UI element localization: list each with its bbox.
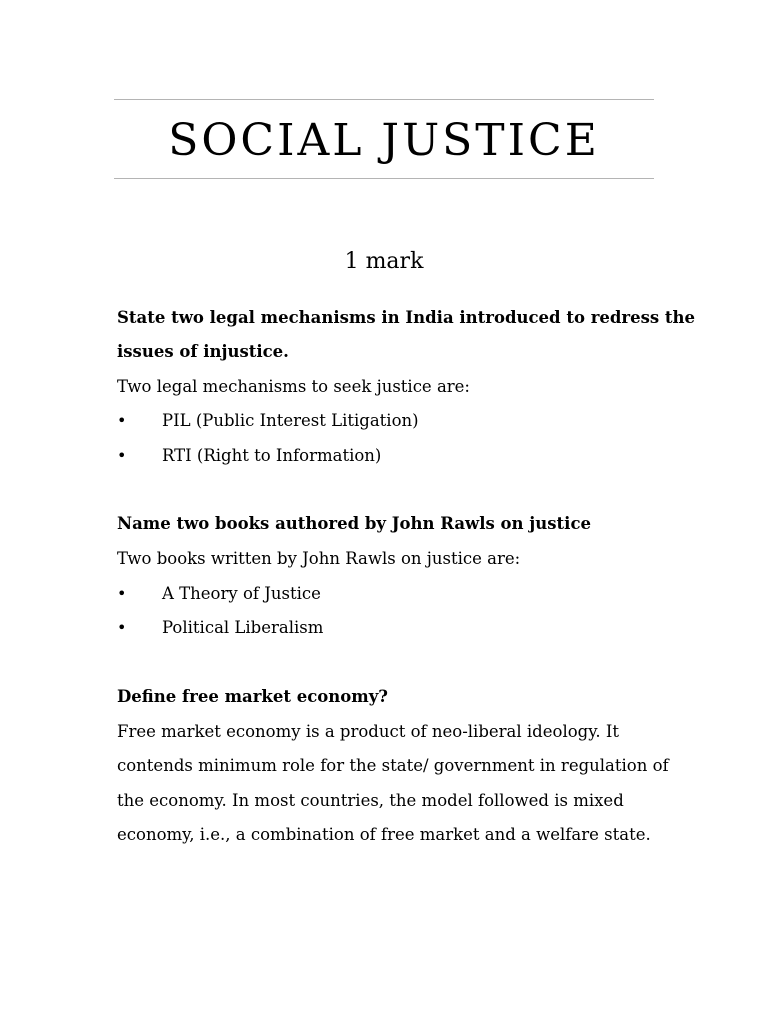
bullet-icon: • [117, 618, 127, 637]
bullet-icon: • [117, 446, 127, 465]
bullet-icon: • [117, 584, 127, 603]
answer-3-line-3: the economy. In most countries, the model followed is mixed [117, 791, 624, 810]
answer-2-bullet-2: Political Liberalism [162, 618, 324, 637]
answer-3-line-1: Free market economy is a product of neo-liberal ideology. It [117, 722, 619, 741]
question-3-line-1: Define free market economy? [117, 687, 388, 706]
answer-1-bullet-2: RTI (Right to Information) [162, 446, 382, 465]
question-1-line-1: State two legal mechanisms in India introduced to redress the [117, 308, 696, 327]
answer-1-intro: Two legal mechanisms to seek justice are: [117, 377, 470, 396]
title-top-rule [114, 99, 654, 100]
answer-1-bullet-1: PIL (Public Interest Litigation) [162, 411, 419, 430]
section-heading: 1 mark [344, 249, 424, 274]
bullet-icon: • [117, 411, 127, 430]
answer-3-line-2: contends minimum role for the state/ government in regulation of [117, 756, 669, 775]
page-title: SOCIAL JUSTICE [168, 115, 600, 166]
question-1-line-2: issues of injustice. [117, 342, 289, 361]
question-2-line-1: Name two books authored by John Rawls on justice [117, 514, 591, 533]
answer-2-intro: Two books written by John Rawls on justice are: [117, 549, 521, 568]
answer-2-bullet-1: A Theory of Justice [162, 584, 321, 603]
answer-3-line-4: economy, i.e., a combination of free market and a welfare state. [117, 825, 651, 844]
title-bottom-rule [114, 178, 654, 179]
